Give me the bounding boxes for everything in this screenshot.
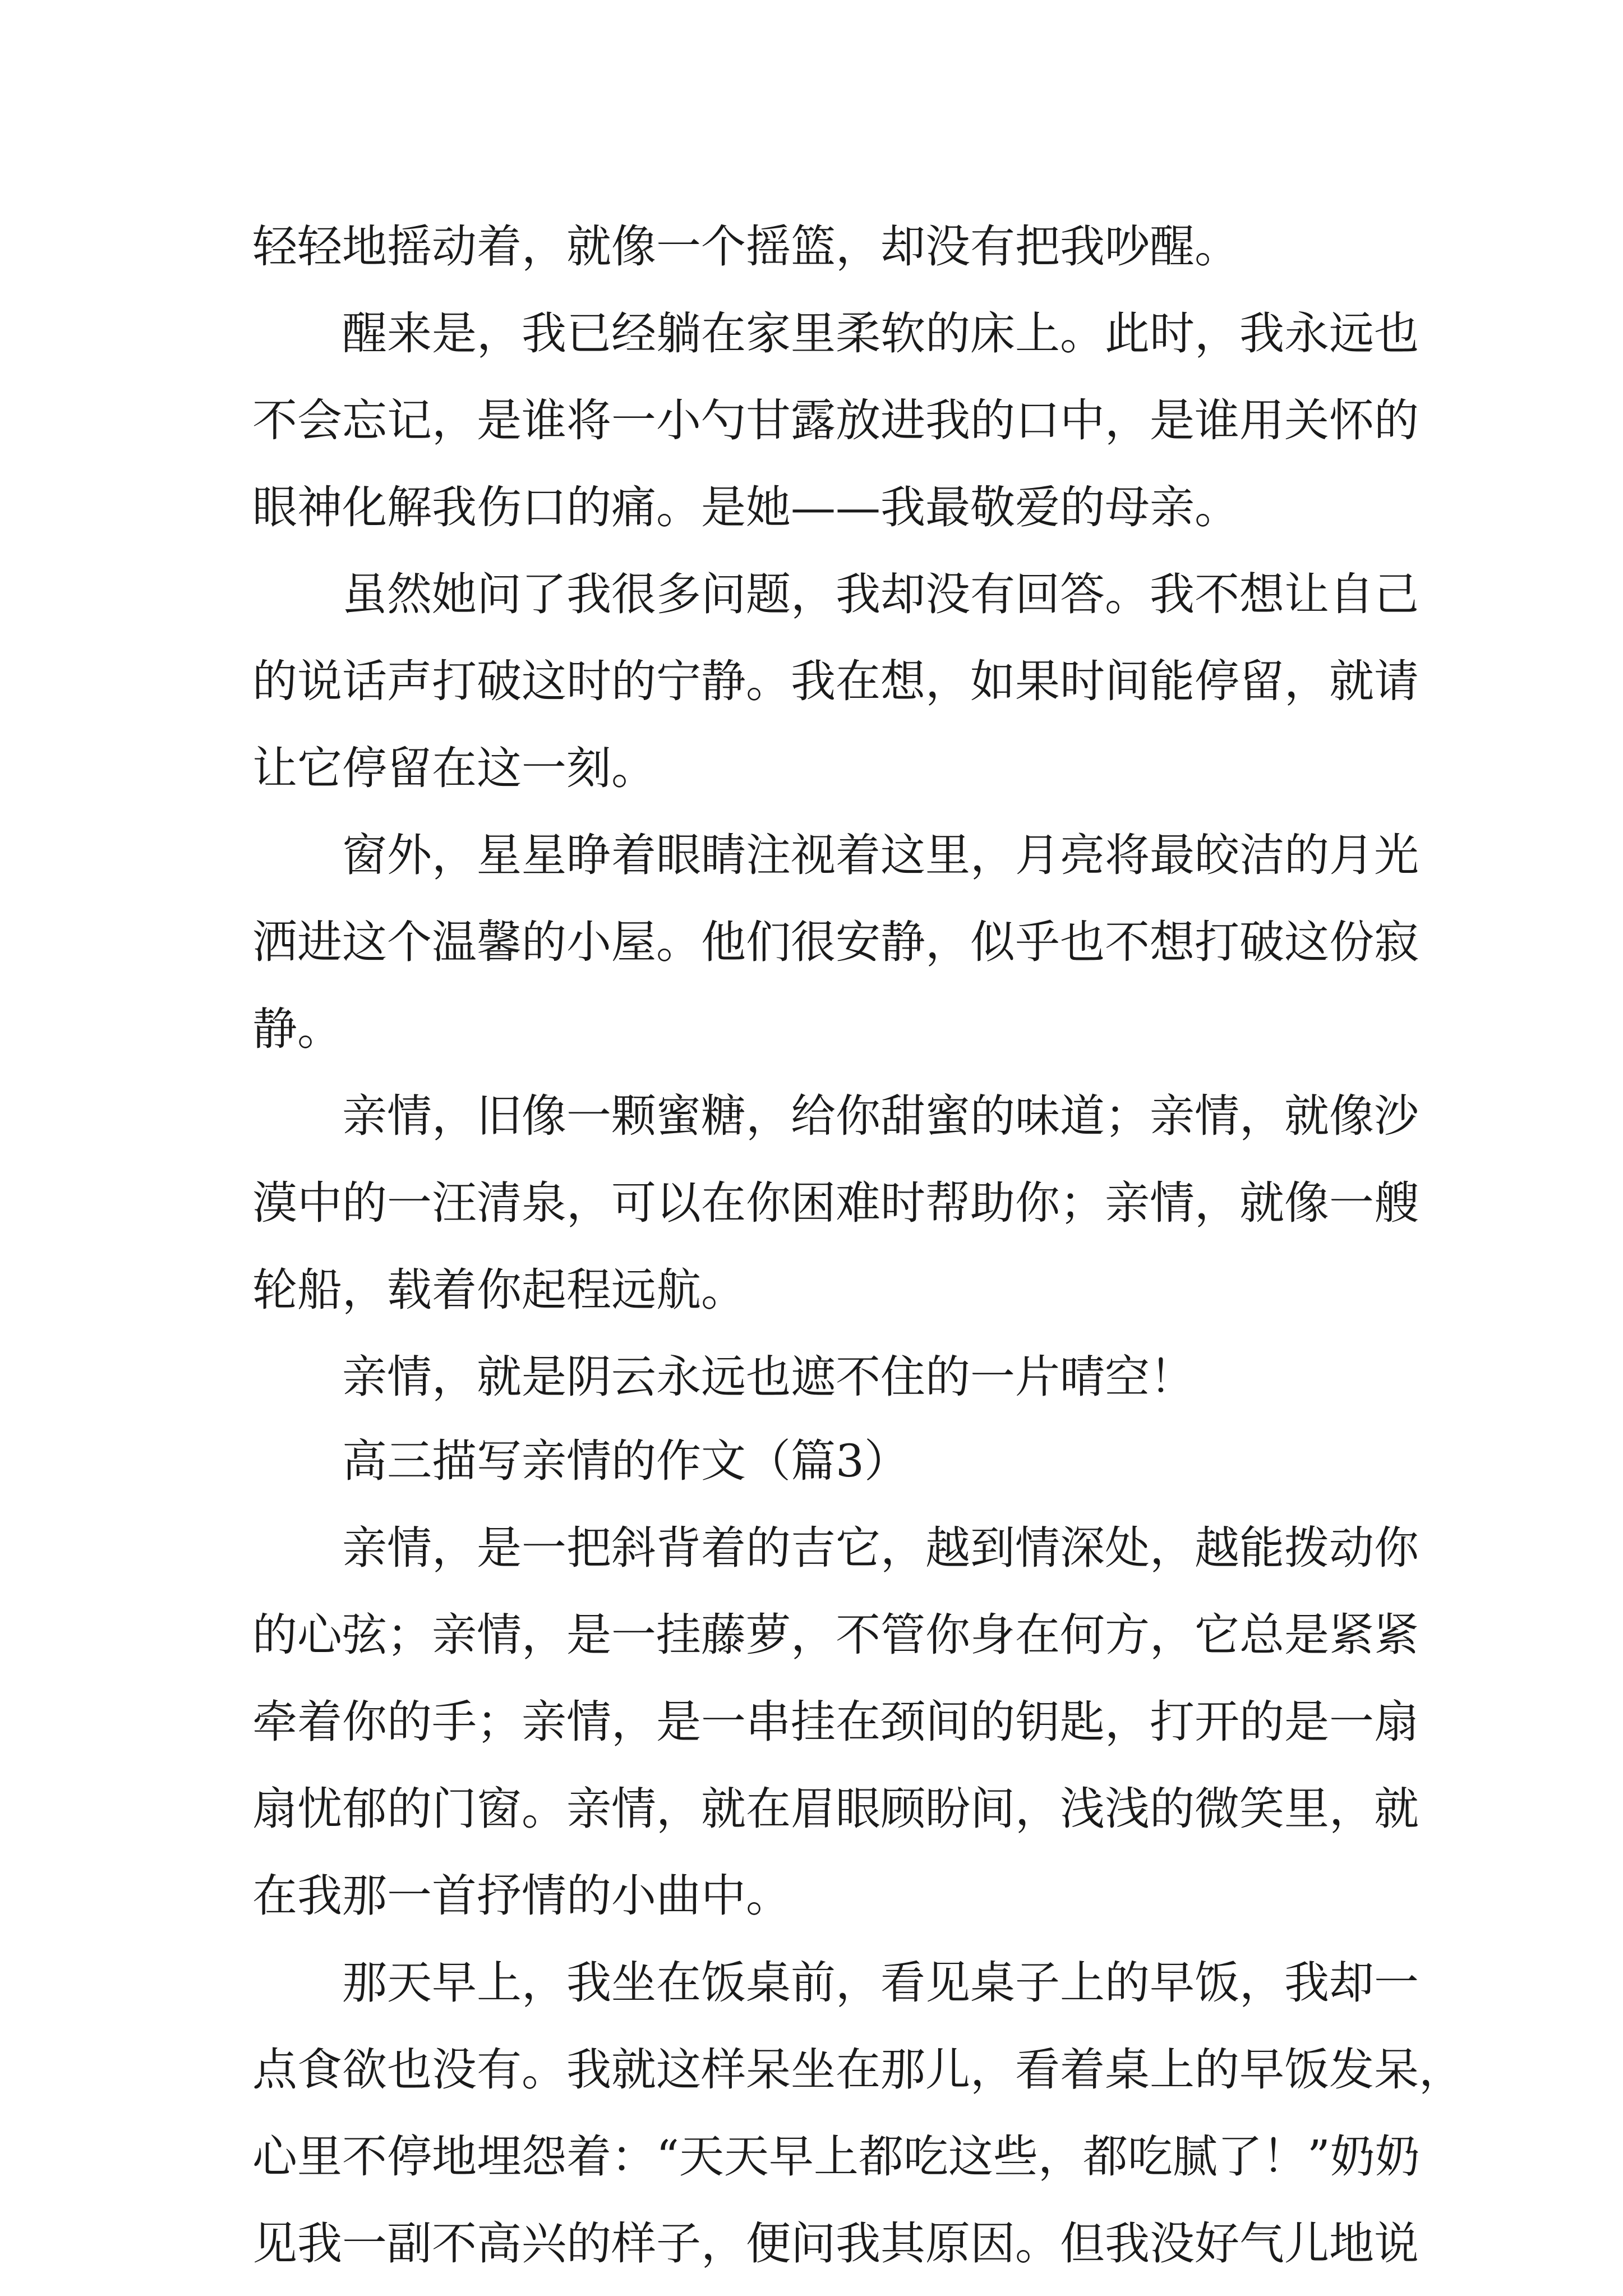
text-line: 轻轻地摇动着，就像一个摇篮，却没有把我吵醒。 (252, 220, 1239, 273)
text-line: 洒进这个温馨的小屋。他们很安静，似乎也不想打破这份寂 (252, 916, 1419, 968)
text-line: 轮船，载着你起程远航。 (252, 1264, 746, 1316)
text-line: 亲情，就是阴云永远也遮不住的一片晴空！ (342, 1351, 1195, 1403)
text-line: 在我那一首抒情的小曲中。 (252, 1870, 791, 1922)
text-line: 的心弦；亲情，是一挂藤萝，不管你身在何方，它总是紧紧 (252, 1609, 1419, 1661)
text-line: 那天早上，我坐在饭桌前，看见桌子上的早饭，我却一 (342, 1957, 1419, 2009)
text-line: 窗外，星星睁着眼睛注视着这里，月亮将最皎洁的月光 (342, 829, 1419, 881)
text-line: 醒来是，我已经躺在家里柔软的床上。此时，我永远也 (342, 307, 1419, 360)
text-line: 亲情，是一把斜背着的吉它，越到情深处，越能拨动你 (342, 1522, 1419, 1574)
section-heading: 高三描写亲情的作文（篇3） (342, 1435, 909, 1487)
text-line: 漠中的一汪清泉，可以在你困难时帮助你；亲情，就像一艘 (252, 1177, 1419, 1229)
text-line: 心里不停地埋怨着：“天天早上都吃这些，都吃腻了！”奶奶 (252, 2131, 1420, 2183)
text-line: 眼神化解我伤口的痛。是她——我最敬爱的母亲。 (252, 481, 1239, 533)
text-line: 静。 (252, 1003, 342, 1055)
text-line: 牵着你的手；亲情，是一串挂在颈间的钥匙，打开的是一扇 (252, 1696, 1419, 1748)
text-line: 扇忧郁的门窗。亲情，就在眉眼顾盼间，浅浅的微笑里，就 (252, 1783, 1419, 1835)
text-line: 不会忘记，是谁将一小勺甘露放进我的口中，是谁用关怀的 (252, 394, 1419, 447)
text-line: 让它停留在这一刻。 (252, 742, 656, 794)
text-line: 虽然她问了我很多问题，我却没有回答。我不想让自己 (342, 568, 1419, 620)
text-line: 亲情，旧像一颗蜜糖，给你甜蜜的味道；亲情，就像沙 (342, 1090, 1419, 1142)
text-line: 的说话声打破这时的宁静。我在想，如果时间能停留，就请 (252, 655, 1419, 707)
text-line: 见我一副不高兴的样子，便问我其原因。但我没好气儿地说 (252, 2217, 1419, 2270)
text-line: 点食欲也没有。我就这样呆坐在那儿，看着桌上的早饭发呆， (252, 2044, 1464, 2096)
